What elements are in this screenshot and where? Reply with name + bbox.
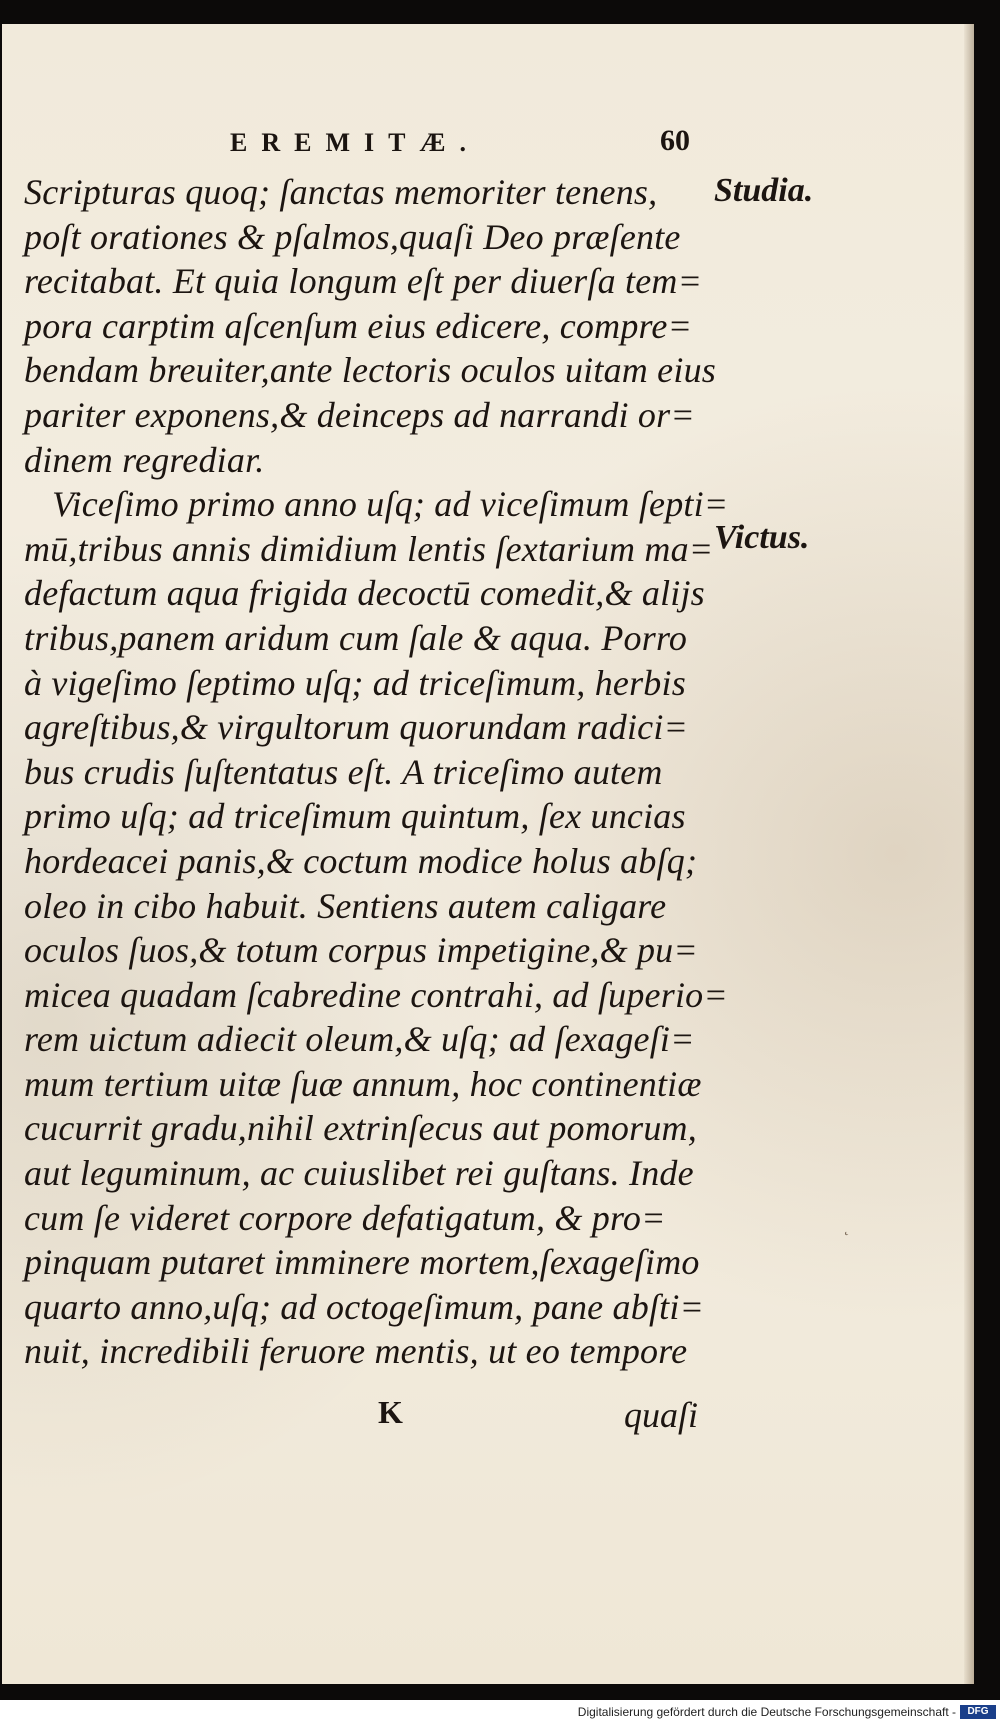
text-line: dinem regrediar.: [24, 439, 265, 480]
page-number: 60: [660, 124, 690, 157]
footer-credit: Digitalisierung gefördert durch die Deutsche Forschungsgemeinschaft -: [577, 1705, 956, 1719]
text-line: Viceſimo primo anno uſq; ad viceſimum ſepti=: [52, 484, 729, 525]
text-line: rem uictum adiecit oleum,& uſq; ad ſexageſi=: [24, 1019, 695, 1060]
ink-speck: ˛: [844, 1219, 850, 1236]
catchword: quaſi: [624, 1395, 699, 1435]
body-text: [24, 170, 729, 1374]
dfg-logo: DFG: [960, 1705, 996, 1719]
text-line: à vigeſimo ſeptimo uſq; ad triceſimum, herbis: [24, 662, 686, 703]
page-foot: [2, 1394, 974, 1454]
text-line: bus crudis ſuſtentatus eſt. A triceſimo autem: [24, 751, 663, 792]
text-line: defactum aqua frigida decoctū comedit,& alijs: [24, 573, 705, 614]
signature-mark: K: [378, 1394, 403, 1430]
running-head: EREMITÆ.: [230, 128, 480, 157]
text-line: aut leguminum, ac cuiuslibet rei guſtans. Inde: [24, 1153, 694, 1194]
text-line: cucurrit gradu,nihil extrinſecus aut pomorum,: [24, 1108, 697, 1149]
text-line: mū,tribus annis dimidium lentis ſextarium ma=: [24, 528, 714, 569]
text-line: bendam breuiter,ante lectoris oculos uitam eius: [24, 350, 716, 391]
text-line: nuit, incredibili feruore mentis, ut eo tempore: [24, 1331, 688, 1372]
margin-note-victus: Victus.: [714, 519, 810, 556]
text-line: cum ſe videret corpore defatigatum, & pro=: [24, 1197, 666, 1238]
text-line: hordeacei panis,& coctum modice holus abſq;: [24, 840, 698, 881]
text-line: poſt orationes & pſalmos,quaſi Deo præſente: [24, 216, 681, 257]
text-line: primo uſq; ad triceſimum quintum, ſex uncias: [24, 796, 686, 837]
text-line: tribus,panem aridum cum ſale & aqua. Porro: [24, 617, 688, 658]
text-line: Scripturas quoq; ſanctas memoriter tenens,: [24, 172, 658, 212]
text-line: quarto anno,uſq; ad octogeſimum, pane abſti=: [24, 1286, 705, 1327]
text-line: mum tertium uitæ ſuæ annum, hoc continentiæ: [24, 1063, 702, 1104]
text-line: agreſtibus,& virgultorum quorundam radici=: [24, 707, 689, 748]
text-line: pariter exponens,& deinceps ad narrandi or=: [24, 394, 695, 435]
text-line: oculos ſuos,& totum corpus impetigine,& pu=: [24, 930, 698, 971]
text-line: oleo in cibo habuit. Sentiens autem caligare: [24, 885, 667, 926]
text-line: pora carptim aſcenſum eius edicere, compre=: [24, 305, 693, 346]
margin-note-studia: Studia.: [714, 172, 814, 209]
digitization-footer: [0, 1700, 1000, 1725]
text-line: micea quadam ſcabredine contrahi, ad ſuperio=: [24, 974, 728, 1015]
text-line: recitabat. Et quia longum eſt per diuerſa tem=: [24, 261, 703, 302]
text-line: pinquam putaret imminere mortem,ſexageſimo: [24, 1242, 700, 1283]
book-page: [2, 24, 974, 1684]
